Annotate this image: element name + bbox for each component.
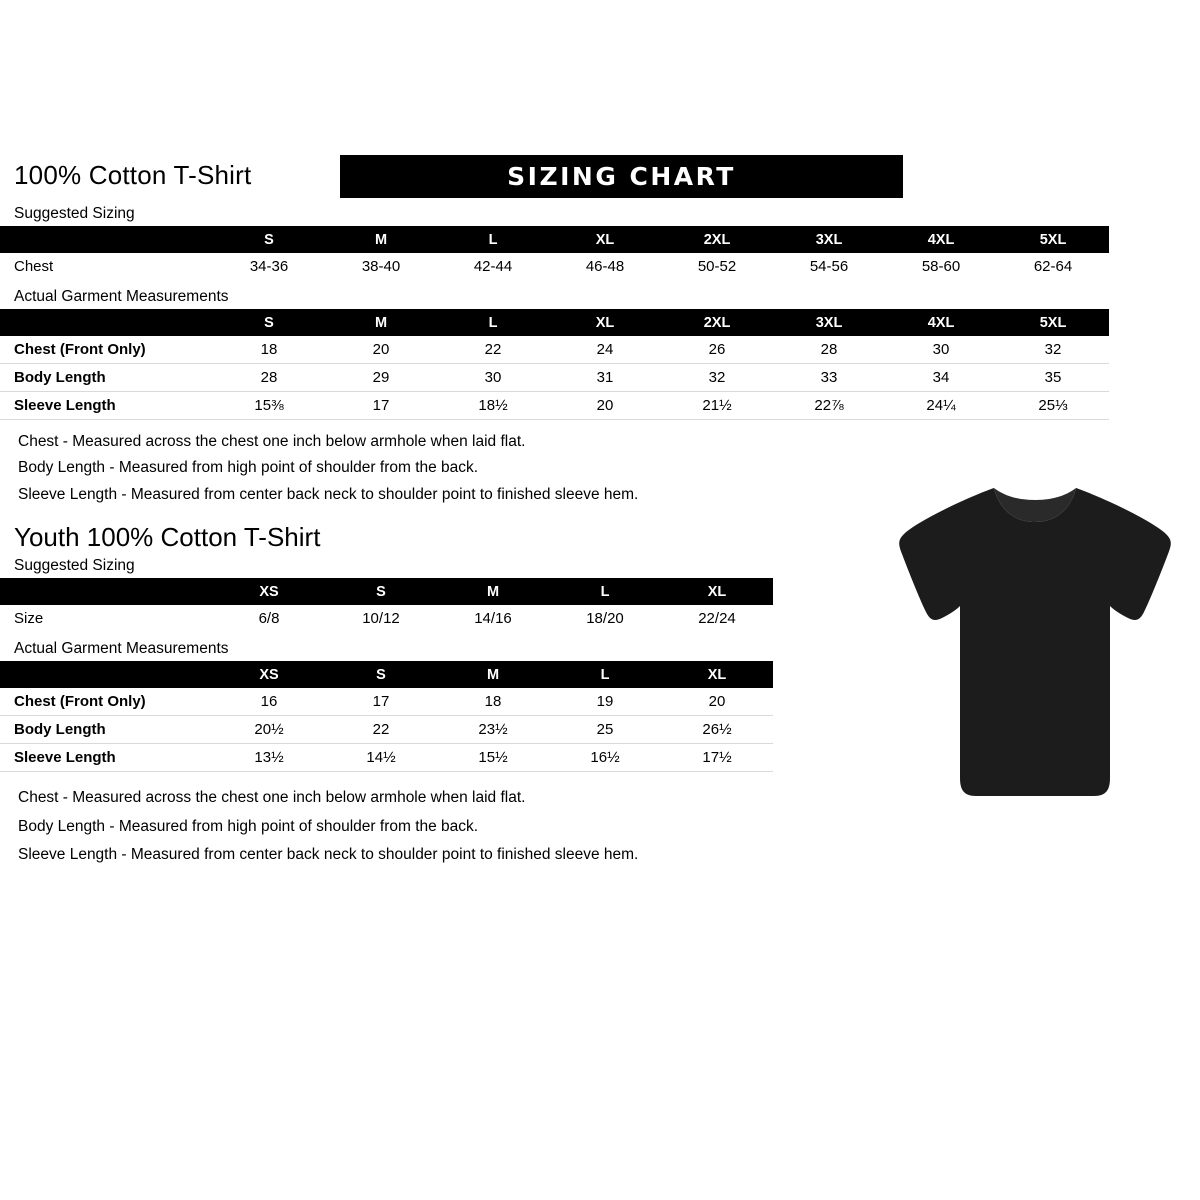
cell: 10/12	[362, 610, 400, 628]
cell: 28	[213, 364, 325, 392]
sizing-chart-banner-label: SIZING CHART	[507, 162, 736, 191]
cell: 20	[661, 688, 773, 716]
row-label: Body Length	[0, 716, 213, 744]
col-header: 2XL	[703, 314, 731, 331]
adult-suggested-table	[0, 226, 1109, 280]
col-header: XL	[707, 583, 727, 600]
cell: 32	[661, 364, 773, 392]
youth-actual-label: Actual Garment Measurements	[14, 640, 229, 658]
col-header: XS	[259, 583, 279, 600]
table-row	[0, 744, 773, 772]
adult-actual-label: Actual Garment Measurements	[14, 288, 229, 305]
cell: 58-60	[921, 258, 961, 275]
cell: 29	[325, 364, 437, 392]
col-header: L	[488, 231, 498, 248]
row-label: Body Length	[0, 364, 213, 392]
col-header: L	[600, 583, 610, 600]
cell: 42-44	[473, 258, 513, 275]
col-header: S	[376, 583, 386, 600]
table-row	[0, 688, 773, 716]
table-header-row	[0, 309, 1109, 336]
row-label: Sleeve Length	[0, 744, 213, 772]
cell: 22	[325, 716, 437, 744]
cell: 21½	[661, 392, 773, 420]
youth-measurements-table	[0, 661, 773, 772]
cell: 62-64	[1033, 258, 1073, 275]
note-body-length: Body Length - Measured from high point of shoulder from the back.	[18, 817, 479, 835]
cell: 19	[549, 688, 661, 716]
tshirt-icon	[890, 478, 1180, 808]
table-row	[0, 605, 773, 632]
cell: 28	[773, 336, 885, 364]
cell: 32	[997, 336, 1109, 364]
cell: 30	[437, 364, 549, 392]
cell: 16	[213, 688, 325, 716]
row-label: Chest (Front Only)	[0, 336, 213, 364]
col-header: S	[264, 231, 274, 248]
cell: 13½	[213, 744, 325, 772]
col-header: 4XL	[927, 231, 955, 248]
cell: 15½	[437, 744, 549, 772]
cell: 18/20	[586, 610, 624, 628]
cell: 18½	[437, 392, 549, 420]
table-row	[0, 364, 1109, 392]
col-header: M	[486, 583, 500, 600]
cell: 22/24	[698, 610, 736, 628]
youth-suggested-label: Suggested Sizing	[14, 557, 135, 575]
row-label: Size	[14, 610, 44, 628]
col-header: 2XL	[703, 231, 731, 248]
cell: 30	[885, 336, 997, 364]
cell: 17	[325, 688, 437, 716]
cell: 33	[773, 364, 885, 392]
cell: 24	[549, 336, 661, 364]
cell: 24¼	[885, 392, 997, 420]
cell: 18	[437, 688, 549, 716]
row-label: Chest	[14, 258, 54, 275]
cell: 20½	[213, 716, 325, 744]
col-header: S	[264, 314, 274, 331]
cell: 14½	[325, 744, 437, 772]
cell: 46-48	[585, 258, 625, 275]
col-header: XL	[595, 314, 615, 331]
cell: 18	[213, 336, 325, 364]
col-header: 3XL	[815, 314, 843, 331]
col-header	[0, 226, 213, 253]
cell: 38-40	[361, 258, 401, 275]
adult-suggested-label: Suggested Sizing	[14, 205, 135, 222]
adult-header	[0, 155, 1200, 203]
col-header: L	[488, 314, 498, 331]
col-header: XS	[259, 666, 279, 683]
col-header: 5XL	[1039, 314, 1067, 331]
cell: 26½	[661, 716, 773, 744]
cell: 54-56	[809, 258, 849, 275]
note-chest: Chest - Measured across the chest one inch below armhole when laid flat.	[18, 433, 526, 450]
table-row	[0, 336, 1109, 364]
cell: 22⅞	[773, 392, 885, 420]
page-title: 100% Cotton T-Shirt	[14, 160, 252, 190]
col-header: 3XL	[815, 231, 843, 248]
cell: 20	[549, 392, 661, 420]
cell: 26	[661, 336, 773, 364]
cell: 16½	[549, 744, 661, 772]
col-header: 5XL	[1039, 231, 1067, 248]
cell: 17½	[661, 744, 773, 772]
cell: 25⅓	[997, 392, 1109, 420]
youth-section-title: Youth 100% Cotton T-Shirt	[14, 522, 321, 553]
youth-suggested-table	[0, 578, 773, 632]
note-chest: Chest - Measured across the chest one inch below armhole when laid flat.	[18, 789, 526, 807]
table-header-row	[0, 578, 773, 605]
col-header	[0, 578, 213, 605]
cell: 14/16	[474, 610, 512, 628]
col-header: M	[374, 231, 388, 248]
cell: 35	[997, 364, 1109, 392]
note-sleeve-length: Sleeve Length - Measured from center back neck to shoulder point to finished sleeve hem.	[18, 485, 639, 503]
cell: 17	[325, 392, 437, 420]
cell: 22	[437, 336, 549, 364]
row-label: Sleeve Length	[0, 392, 213, 420]
col-header: 4XL	[927, 314, 955, 331]
cell: 34	[885, 364, 997, 392]
cell: 50-52	[697, 258, 737, 275]
row-label: Chest (Front Only)	[0, 688, 213, 716]
table-header-row	[0, 226, 1109, 253]
col-header: XL	[707, 666, 727, 683]
col-header	[0, 661, 213, 688]
col-header	[0, 309, 213, 336]
col-header: M	[374, 314, 388, 331]
table-row	[0, 716, 773, 744]
cell: 25	[549, 716, 661, 744]
product-image	[890, 478, 1180, 808]
table-row	[0, 392, 1109, 420]
col-header: L	[600, 666, 610, 683]
note-body-length: Body Length - Measured from high point of shoulder from the back.	[18, 459, 479, 477]
col-header: S	[376, 666, 386, 683]
cell: 6/8	[258, 610, 280, 628]
adult-measurements-table	[0, 309, 1109, 420]
col-header: M	[486, 666, 500, 683]
cell: 23½	[437, 716, 549, 744]
cell: 31	[549, 364, 661, 392]
sizing-chart-banner	[340, 155, 903, 198]
cell: 34-36	[249, 258, 289, 275]
note-sleeve-length: Sleeve Length - Measured from center back neck to shoulder point to finished sleeve hem.	[18, 845, 639, 863]
table-row	[0, 253, 1109, 280]
cell: 20	[325, 336, 437, 364]
col-header: XL	[595, 231, 615, 248]
table-header-row	[0, 661, 773, 688]
cell: 15⅜	[213, 392, 325, 420]
